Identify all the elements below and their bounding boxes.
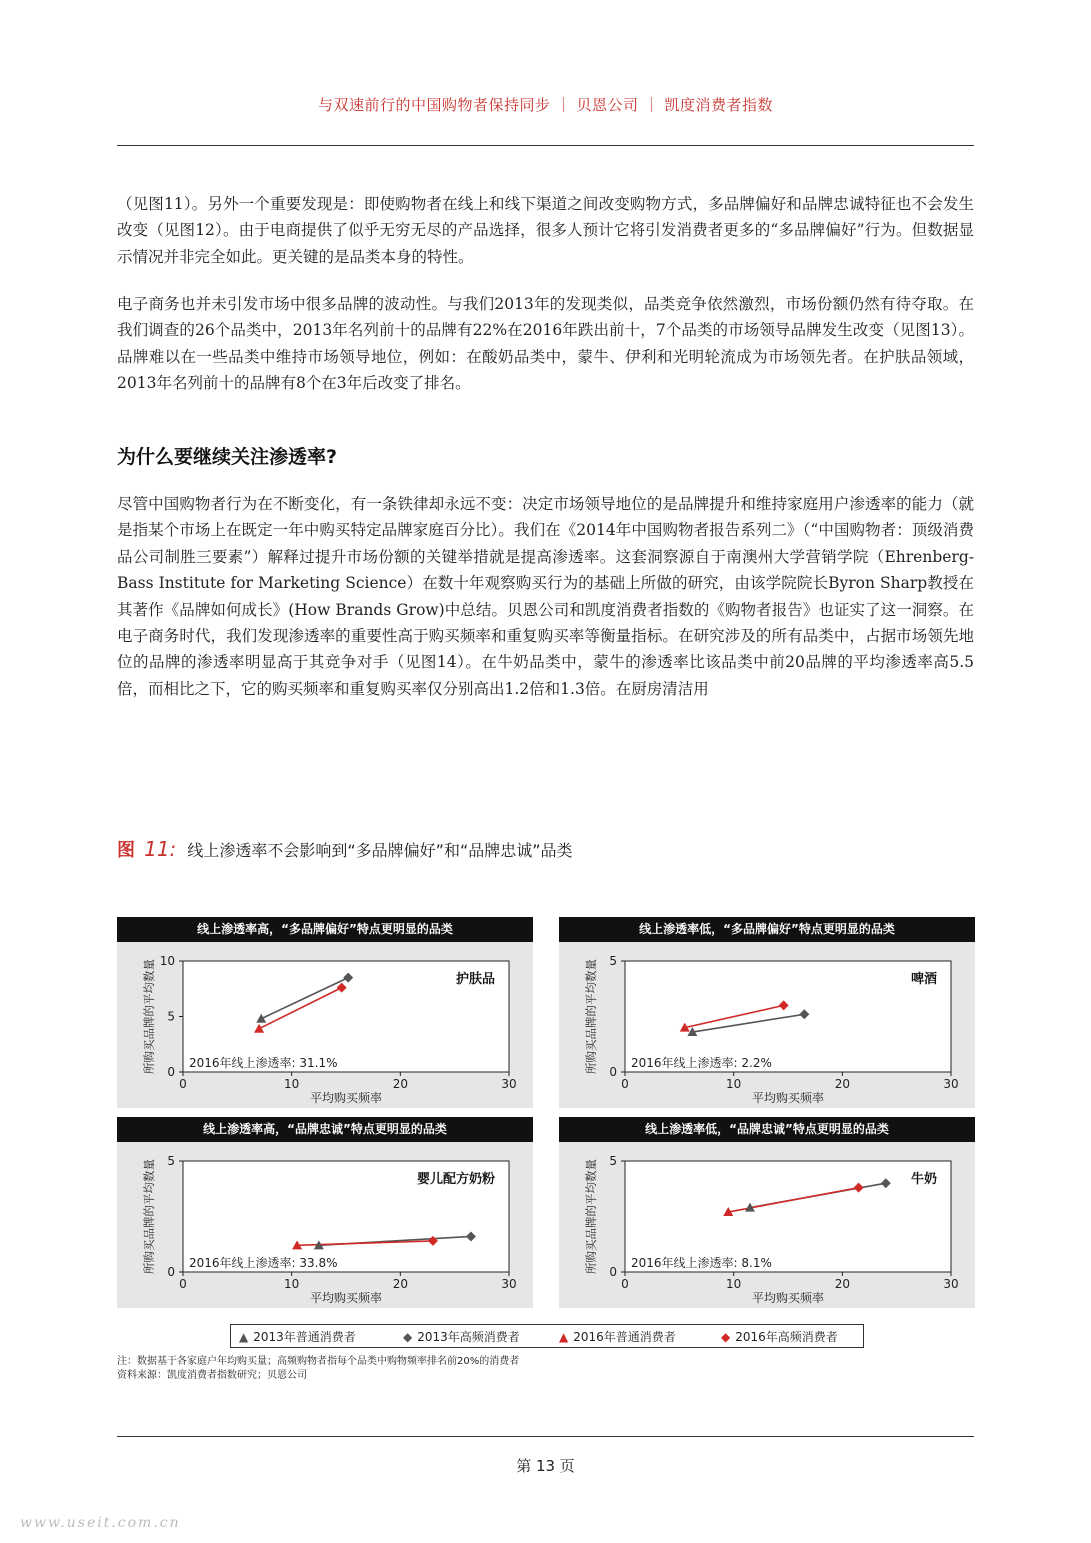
chart-3-plot [117, 1117, 533, 1317]
paragraph-2: 电子商务也并未引发市场中很多品牌的波动性。与我们2013年的发现类似，品类竞争依然激烈，市场份额仍然有待夺取。在我们调查的26个品类中，2013年名列前十的品牌有22%在2016年跌出前十，7个品类的市场领导品牌发生改变（见图13）。品牌难以在一些品类中维持市场领导地位，例如：在酸奶品类中，蒙牛、伊利和光明轮流成为市场领先者。在护肤品领域，2013年名列前十的品牌有8个在3年后改变了排名。 [117, 295, 974, 393]
y-axis-label: 所购买品牌的平均数量 [142, 1159, 156, 1274]
penetration-label: 2016年线上渗透率: 2.2% [631, 1056, 772, 1070]
y-tick-label: 5 [167, 1009, 175, 1024]
watermark: www.useit.com.cn [20, 1515, 181, 1531]
y-tick-label: 0 [609, 1265, 617, 1279]
x-tick-label: 20 [392, 1277, 408, 1291]
category-label: 啤酒 [910, 972, 937, 987]
x-tick-label: 30 [501, 1277, 517, 1291]
x-axis-label: 平均购买频率 [751, 1091, 825, 1105]
x-axis-label: 平均购买频率 [309, 1091, 383, 1105]
chart-2-title: 线上渗透率低，“多品牌偏好”特点更明显的品类 [559, 917, 975, 942]
penetration-label: 2016年线上渗透率: 31.1% [189, 1056, 338, 1070]
figure-title [117, 836, 573, 862]
penetration-label: 2016年线上渗透率: 8.1% [631, 1256, 772, 1270]
paragraph-3: 尽管中国购物者行为在不断变化，有一条铁律却永远不变：决定市场领导地位的是品牌提升和维持家庭用户渗透率的能力（就是指某个市场上在既定一年中购买特定品牌家庭百分比）。我们在《2014年中国购物者报告系列二》（“中国购物者：顶级消费品公司制胜三要素”）解释过提升市场份额的关键举措就是提高渗透率。这套洞察源自于南澳州大学营销学院（Ehrenberg-Bass Institute for Marketing Science）在数十年观察购买行为的基础上所做的研究，由该学院院长Byron Sharp教授在其著作《品牌如何成长》(How Brands Grow)中总结。贝恩公司和凯度消费者指数的《购物者报告》也证实了这一洞察。在电子商务时代，我们发现渗透率的重要性高于购买频率和重复购买率等衡量指标。在研究涉及的所有品类中，占据市场领先地位的品牌的渗透率明显高于其竞争对手（见图14）。在牛奶品类中，蒙牛的渗透率比该品类中前20品牌的平均渗透率高5.5倍，而相比之下，它的购买频率和重复购买率仅分别高出1.2倍和1.3倍。在厨房清洁用 [117, 495, 974, 698]
y-tick-label: 0 [167, 1265, 175, 1279]
x-tick-label: 10 [726, 1077, 742, 1091]
x-tick-label: 0 [621, 1277, 629, 1291]
chart-panel-4 [559, 1117, 975, 1308]
category-label: 护肤品 [455, 972, 495, 987]
x-axis-label: 平均购买频率 [309, 1291, 383, 1305]
x-tick-label: 0 [179, 1077, 187, 1091]
x-tick-label: 20 [392, 1077, 408, 1091]
section-heading: 为什么要继续关注渗透率? [117, 446, 338, 468]
figure-number: 11: [144, 837, 177, 861]
x-tick-label: 20 [834, 1077, 850, 1091]
category-label: 牛奶 [910, 1172, 937, 1187]
category-label: 婴儿配方奶粉 [416, 1172, 495, 1187]
x-tick-label: 30 [501, 1077, 517, 1091]
y-tick-label: 10 [159, 954, 175, 968]
x-tick-label: 10 [284, 1077, 300, 1091]
diamond-icon: ◆ [721, 1330, 731, 1344]
diamond-icon: ◆ [403, 1330, 413, 1344]
x-tick-label: 20 [834, 1277, 850, 1291]
legend-item-2: ◆ 2013年高频消费者 [403, 1330, 520, 1344]
chart-legend [230, 1324, 864, 1348]
chart-panel-3 [117, 1117, 533, 1308]
chart-4-plot [559, 1117, 975, 1317]
legend-item-4: ◆ 2016年高频消费者 [721, 1330, 838, 1344]
triangle-icon: ▲ [239, 1330, 249, 1344]
y-axis-label: 所购买品牌的平均数量 [142, 959, 156, 1074]
y-axis-label: 所购买品牌的平均数量 [584, 1159, 598, 1274]
chart-4-title: 线上渗透率低，“品牌忠诚”特点更明显的品类 [559, 1117, 975, 1142]
y-tick-label: 0 [609, 1065, 617, 1079]
chart-2-plot [559, 917, 975, 1108]
x-tick-label: 10 [726, 1277, 742, 1291]
chart-3-title: 线上渗透率高，“品牌忠诚”特点更明显的品类 [117, 1117, 533, 1142]
x-axis-label: 平均购买频率 [751, 1291, 825, 1305]
x-tick-label: 0 [621, 1077, 629, 1091]
figure-tag: 图 [117, 840, 135, 861]
header-rule [117, 145, 974, 146]
x-tick-label: 30 [943, 1077, 959, 1091]
legend-item-1: ▲ 2013年普通消费者 [239, 1330, 356, 1344]
page-number: 第 13 页 [516, 1457, 575, 1475]
paragraph-1: （见图11）。另外一个重要发现是：即使购物者在线上和线下渠道之间改变购物方式，多品牌偏好和品牌忠诚特征也不会发生改变（见图12）。由于电商提供了似乎无穷无尽的产品选择，很多人预计它将引发消费者更多的“多品牌偏好”行为。但数据显示情况并非完全如此。更关键的是品类本身的特性。 [117, 195, 974, 266]
y-axis-label: 所购买品牌的平均数量 [584, 959, 598, 1074]
figure-source: 资料来源：凯度消费者指数研究；贝恩公司 [117, 1370, 307, 1381]
footer-rule [117, 1436, 974, 1437]
chart-1-title: 线上渗透率高，“多品牌偏好”特点更明显的品类 [117, 917, 533, 942]
x-tick-label: 30 [943, 1277, 959, 1291]
chart-panel-1 [117, 917, 533, 1108]
figure-note: 注：数据基于各家庭户年均购买量；高频购物者指每个品类中购物频率排名前20%的消费者 [117, 1356, 520, 1367]
legend-item-3: ▲ 2016年普通消费者 [559, 1330, 676, 1344]
running-header: 与双速前行的中国购物者保持同步 ｜ 贝恩公司 ｜ 凯度消费者指数 [317, 96, 774, 114]
y-tick-label: 5 [609, 954, 617, 968]
y-tick-label: 5 [609, 1154, 617, 1168]
penetration-label: 2016年线上渗透率: 33.8% [189, 1256, 338, 1270]
figure-caption: 线上渗透率不会影响到“多品牌偏好”和“品牌忠诚”品类 [187, 841, 573, 860]
x-tick-label: 0 [179, 1277, 187, 1291]
y-tick-label: 0 [167, 1065, 175, 1079]
chart-1-plot [117, 917, 533, 1108]
triangle-icon: ▲ [559, 1330, 569, 1344]
y-tick-label: 5 [167, 1154, 175, 1168]
chart-panel-2 [559, 917, 975, 1108]
x-tick-label: 10 [284, 1277, 300, 1291]
